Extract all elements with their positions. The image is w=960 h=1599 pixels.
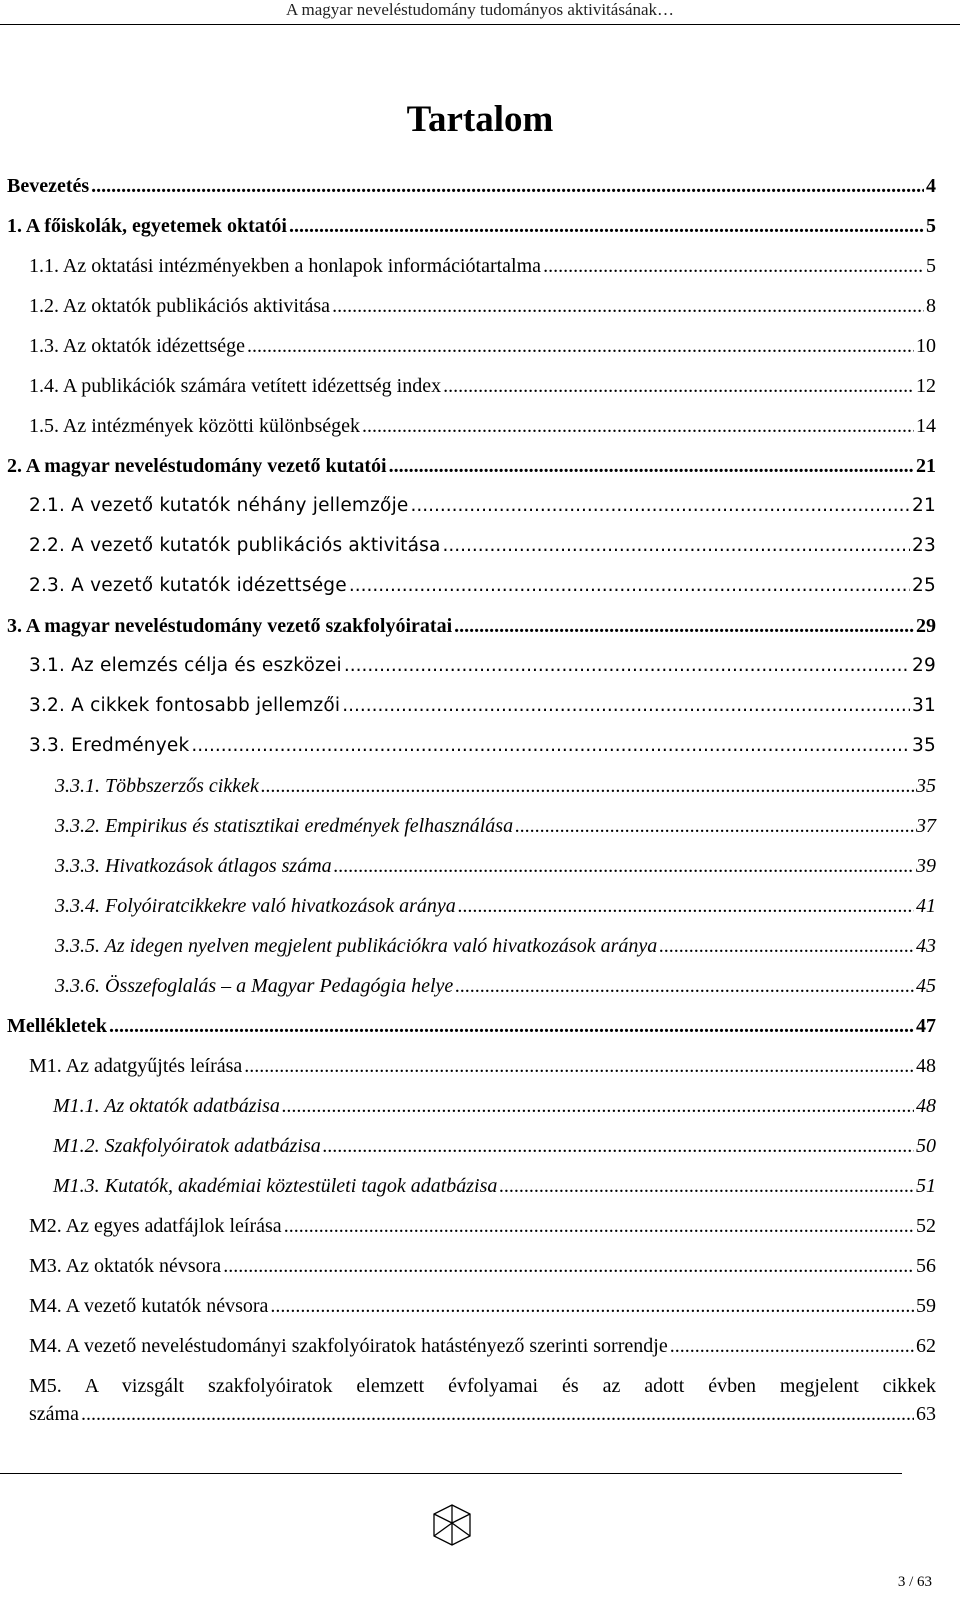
toc-leader <box>454 606 914 646</box>
toc-leader <box>191 726 910 766</box>
toc-page: 10 <box>916 335 936 357</box>
toc-entry-m4-a[interactable] <box>7 1286 936 1326</box>
toc-label: M1. Az adatgyűjtés leírása <box>29 1055 243 1077</box>
toc-page: 48 <box>916 1055 936 1077</box>
toc-entry-3-3-5[interactable] <box>7 926 936 966</box>
toc-label: 1.1. Az oktatási intézményekben a honlapok információtartalma <box>29 255 542 277</box>
toc-label: 2. A magyar neveléstudomány vezető kutatói <box>7 455 387 477</box>
toc-label: M2. Az egyes adatfájlok leírása <box>29 1215 282 1237</box>
toc-page: 63 <box>916 1403 936 1425</box>
toc-entry-1-2[interactable] <box>7 286 936 326</box>
toc-entry-3-3-4[interactable] <box>7 886 936 926</box>
toc-label: 3.3.3. Hivatkozások átlagos száma <box>55 855 332 877</box>
toc-entry-1-3[interactable] <box>7 326 936 366</box>
toc-leader <box>349 566 910 606</box>
toc-entry-2-1[interactable] <box>7 486 936 526</box>
toc-page: 45 <box>916 975 936 997</box>
toc-label: 3.3. Eredmények <box>29 735 190 756</box>
toc-page: 52 <box>916 1215 936 1237</box>
toc-leader <box>334 846 914 886</box>
toc-page: 37 <box>916 815 936 837</box>
toc-label: M1.3. Kutatók, akadémiai köztestületi tagok adatbázisa <box>53 1175 498 1197</box>
toc-leader <box>261 766 914 806</box>
toc-entry-mellekletek[interactable] <box>7 1006 936 1046</box>
toc-label-line2-row <box>29 1400 936 1428</box>
toc-page: 35 <box>916 775 936 797</box>
toc-page: 5 <box>926 255 936 277</box>
toc-label: M1.1. Az oktatók adatbázisa <box>53 1095 280 1117</box>
toc-label: M4. A vezető neveléstudományi szakfolyóiratok hatástényező szerinti sorrendje <box>29 1335 668 1357</box>
toc-page: 29 <box>916 615 936 637</box>
cube-logo-icon <box>430 1503 474 1547</box>
toc-label: M3. Az oktatók névsora <box>29 1255 222 1277</box>
toc-page: 47 <box>916 1015 936 1037</box>
toc-leader <box>442 526 910 566</box>
toc-label: 3.2. A cikkek fontosabb jellemzői <box>29 695 341 716</box>
toc-entry-3-3-1[interactable] <box>7 766 936 806</box>
toc-page: 51 <box>916 1175 936 1197</box>
toc-leader <box>659 926 914 966</box>
toc-leader <box>543 246 924 286</box>
toc-page: 23 <box>912 535 936 556</box>
toc-leader <box>247 326 914 366</box>
toc-label: Bevezetés <box>7 175 90 197</box>
toc-entry-m1-1[interactable] <box>7 1086 936 1126</box>
toc-entry-2-3[interactable] <box>7 566 936 606</box>
running-header: A magyar neveléstudomány tudományos aktivitásának… <box>0 0 960 25</box>
toc-page: 14 <box>916 415 936 437</box>
toc-entry-2[interactable] <box>7 446 936 486</box>
toc-entry-m1-3[interactable] <box>7 1166 936 1206</box>
toc-label: 1.2. Az oktatók publikációs aktivitása <box>29 295 331 317</box>
toc-leader <box>332 286 924 326</box>
toc-entry-1-5[interactable] <box>7 406 936 446</box>
toc-leader <box>91 166 924 206</box>
toc-page: 56 <box>916 1255 936 1277</box>
toc-label: M4. A vezető kutatók névsora <box>29 1295 269 1317</box>
toc-entry-m2[interactable] <box>7 1206 936 1246</box>
toc-label-line2: száma <box>29 1403 79 1425</box>
toc-leader <box>443 366 914 406</box>
toc-page: 59 <box>916 1295 936 1317</box>
toc-page: 31 <box>912 695 936 716</box>
toc-entry-3-3-3[interactable] <box>7 846 936 886</box>
toc-page: 25 <box>912 575 936 596</box>
toc-entry-3-1[interactable] <box>7 646 936 686</box>
toc-label: M1.2. Szakfolyóiratok adatbázisa <box>53 1135 321 1157</box>
toc-label: 3. A magyar neveléstudomány vezető szakfolyóiratai <box>7 615 453 637</box>
toc-label: 3.1. Az elemzés célja és eszközei <box>29 655 342 676</box>
toc-leader <box>270 1286 914 1326</box>
toc-leader <box>670 1326 914 1366</box>
toc-page: 21 <box>916 455 936 477</box>
toc-label: 1. A főiskolák, egyetemek oktatói <box>7 215 287 237</box>
toc-label: 3.3.6. Összefoglalás – a Magyar Pedagógia helye <box>55 975 454 997</box>
toc-entry-3-3[interactable] <box>7 726 936 766</box>
toc-entry-3-2[interactable] <box>7 686 936 726</box>
toc-label: 2.3. A vezető kutatók idézettsége <box>29 575 347 596</box>
toc-page: 41 <box>916 895 936 917</box>
toc-page: 12 <box>916 375 936 397</box>
toc-leader <box>515 806 914 846</box>
toc-entry-1-4[interactable] <box>7 366 936 406</box>
toc-page: 5 <box>926 215 936 237</box>
toc-page: 35 <box>912 735 936 756</box>
toc-leader <box>282 1086 914 1126</box>
toc-entry-m3[interactable] <box>7 1246 936 1286</box>
toc-leader <box>244 1046 914 1086</box>
toc-leader <box>323 1126 914 1166</box>
toc-entry-3[interactable] <box>7 606 936 646</box>
table-of-contents <box>7 166 936 1434</box>
toc-entry-3-3-2[interactable] <box>7 806 936 846</box>
toc-entry-bevezetes[interactable] <box>7 166 936 206</box>
toc-entry-1-1[interactable] <box>7 246 936 286</box>
toc-leader <box>81 1400 914 1428</box>
toc-label: Mellékletek <box>7 1015 107 1037</box>
toc-label: 1.4. A publikációk számára vetített idézettség index <box>29 375 442 397</box>
toc-leader <box>362 406 914 446</box>
toc-page: 48 <box>916 1095 936 1117</box>
toc-entry-1[interactable] <box>7 206 936 246</box>
toc-entry-m1-2[interactable] <box>7 1126 936 1166</box>
toc-page: 21 <box>912 495 936 516</box>
toc-page: 39 <box>916 855 936 877</box>
toc-entry-2-2[interactable] <box>7 526 936 566</box>
toc-leader <box>223 1246 914 1286</box>
toc-entry-3-3-6[interactable] <box>7 966 936 1006</box>
toc-label: 2.1. A vezető kutatók néhány jellemzője <box>29 495 409 516</box>
toc-leader <box>344 646 910 686</box>
toc-leader <box>458 886 914 926</box>
toc-leader <box>342 686 910 726</box>
toc-page: 50 <box>916 1135 936 1157</box>
page-number: 3 / 63 <box>897 1574 932 1590</box>
footer-rule <box>0 1473 902 1474</box>
toc-leader <box>499 1166 914 1206</box>
toc-entry-m4-b[interactable] <box>7 1326 936 1366</box>
toc-page: 8 <box>926 295 936 317</box>
toc-entry-m5[interactable] <box>7 1366 936 1434</box>
toc-entry-m1[interactable] <box>7 1046 936 1086</box>
toc-page: 29 <box>912 655 936 676</box>
toc-label: 2.2. A vezető kutatók publikációs aktivitása <box>29 535 441 556</box>
toc-leader <box>289 206 924 246</box>
toc-leader <box>109 1006 914 1046</box>
page-title: Tartalom <box>406 99 554 140</box>
toc-page: 62 <box>916 1335 936 1357</box>
toc-label: 1.5. Az intézmények közötti különbségek <box>29 415 361 437</box>
toc-leader <box>455 966 914 1006</box>
toc-label-line1: M5. A vizsgált szakfolyóiratok elemzett évfolyamai és az adott évben megjelent cikkek <box>29 1375 936 1397</box>
toc-label: 3.3.1. Többszerzős cikkek <box>55 775 259 797</box>
toc-leader <box>411 486 911 526</box>
toc-page: 4 <box>926 175 936 197</box>
toc-leader <box>389 446 914 486</box>
toc-label: 3.3.4. Folyóiratcikkekre való hivatkozások aránya <box>55 895 456 917</box>
toc-label: 1.3. Az oktatók idézettsége <box>29 335 246 357</box>
toc-leader <box>284 1206 914 1246</box>
toc-label: 3.3.5. Az idegen nyelven megjelent publikációkra való hivatkozások aránya <box>55 935 658 957</box>
toc-page: 43 <box>916 935 936 957</box>
toc-label: 3.3.2. Empirikus és statisztikai eredmények felhasználása <box>55 815 514 837</box>
